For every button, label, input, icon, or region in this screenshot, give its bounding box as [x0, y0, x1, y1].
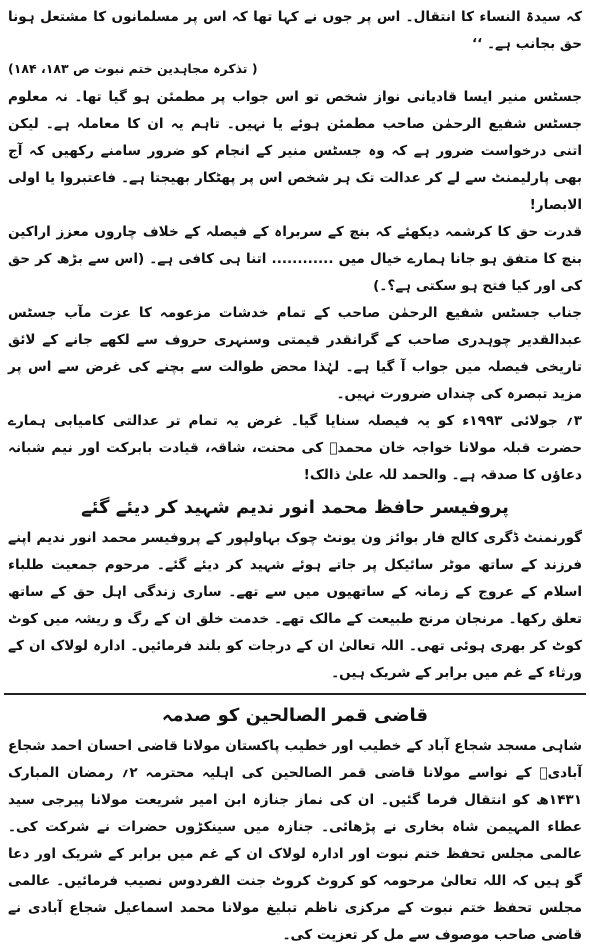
paragraph-professor-anwar-nadeem: گورنمنٹ ڈگری کالج فار بوائز ون یونٹ چوک بہاولپور کے پروفیسر محمد انور ندیم اپنے فرزند کے ساتھ موٹر سائیکل پر جاتے ہوئے شہید کر دیئے گئے۔ مرحوم جمعیت طلباء اسلام کے عروج کے زمانہ کے ساتھیوں میں سے تھے۔ ساری زندگی اہل حق کے ساتھ تعلق رکھا۔ مرنجان مرنج طبیعت کے مالک تھے۔ خدمت خلق ان کے رگ و ریشہ میں کوٹ کوٹ کر بھری ہوئی تھی۔ اللہ تعالیٰ ان کے درجات کو بلند فرمائیں۔ ادارہ لولاک ان کے ورثاء کے غم میں برابر کے شریک ہیں۔ [8, 530, 582, 681]
paragraph-justice-shafi: جناب جسٹس شفیع الرحمٰن صاحب کے تمام خدشات مزعومہ کا عزت مآب جسٹس عبدالقدیر چوہدری صاحب کے گرانقدر قیمتی وسنہری حروف سے لکھے جانے کے لائق تاریخی فیصلہ میں جواب آ گیا ہے۔ لہٰذا محض طوالت سے بچنے کی غرض سے اس پر مزید تبصرہ کی چنداں ضرورت نہیں۔ [8, 305, 582, 402]
paragraph-qazi-qamar: شاہی مسجد شجاع آباد کے خطیب اور خطیب پاکستان مولانا قاضی احسان احمد شجاع آبادیؒ کے نواسے مولانا قاضی قمر الصالحین کی اہلیہ محترمہ ۲؍ رمضان المبارک ۱۴۳۱ھ کو انتقال فرما گئیں۔ ان کی نماز جنازہ ابن امیر شریعت مولانا پیرجی سید عطاء المہیمن شاہ بخاری نے پڑھائی۔ جنازہ میں سینکڑوں حضرات نے شرکت کی۔ عالمی مجلس تحفظ ختم نبوت اور ادارہ لولاک ان کے غم میں برابر کے شریک اور دعا گو ہیں کہ اللہ تعالیٰ مرحومہ کو کروٹ کروٹ جنت الفردوس نصیب فرمائیں۔ عالمی مجلس تحفظ ختم نبوت کے مرکزی ناظم تبلیغ مولانا محمد اسماعیل شجاع آبادی نے قاضی صاحب موصوف سے مل کر تعزیت کی۔ [8, 738, 582, 943]
heading-qazi-qamar: قاضی قمر الصالحین کو صدمہ [161, 705, 429, 726]
quote-line: کہ سیدۃ النساء کا انتقال۔ اس پر جوں نے کہا تھا کہ اس پر مسلمانوں کا مشتعل ہونا حق بجانب ہے۔ ‘‘ [8, 9, 582, 52]
paragraph-bench-decision: قدرت حق کا کرشمہ دیکھئے کہ بنچ کے سربراہ کے فیصلہ کے خلاف چاروں معزز اراکین بنچ کا متفق ہو جانا ہمارے خیال میں ............ اتنا ہی کافی ہے۔ (اس سے بڑھ کر حق کی اور کیا فتح ہو سکتی ہے؟۔) [8, 224, 582, 294]
paragraph-justice-munir: جسٹس منیر ایسا قادیانی نواز شخص تو اس جواب پر مطمئن ہو گیا تھا۔ نہ معلوم جسٹس شفیع الرحمٰن صاحب مطمئن ہوئے یا نہیں۔ تاہم یہ ان کا معاملہ ہے۔ لیکن اتنی درخواست ضرور ہے کہ وہ جسٹس منیر کے انجام کو ضرور سامنے رکھیں کہ آج بھی پارلیمنٹ سے لے کر عدالت تک ہر شخص اس پر پھٹکار بھیجتا ہے۔ فاعتبروا یا اولی الابصار! [8, 89, 582, 213]
citation: ( تذکرہ مجاہدین ختم نبوت ص ۱۸۳، ۱۸۴) [8, 61, 258, 76]
paragraph-verdict-date: ۳؍ جولائی ۱۹۹۳ء کو یہ فیصلہ سنایا گیا۔ غرض یہ تمام تر عدالتی کامیابی ہمارے حضرت قبلہ مولانا خواجہ خان محمدؒ کی محنت، شاقہ، قیادت بابرکت اور نیم شبانہ دعاؤں کا صدقہ ہے۔ والحمد للہ علیٰ ذالک! [8, 413, 582, 483]
heading-professor-anwar-nadeem: پروفیسر حافظ محمد انور ندیم شہید کر دیئے گئے [81, 497, 509, 518]
section-divider [4, 693, 586, 695]
